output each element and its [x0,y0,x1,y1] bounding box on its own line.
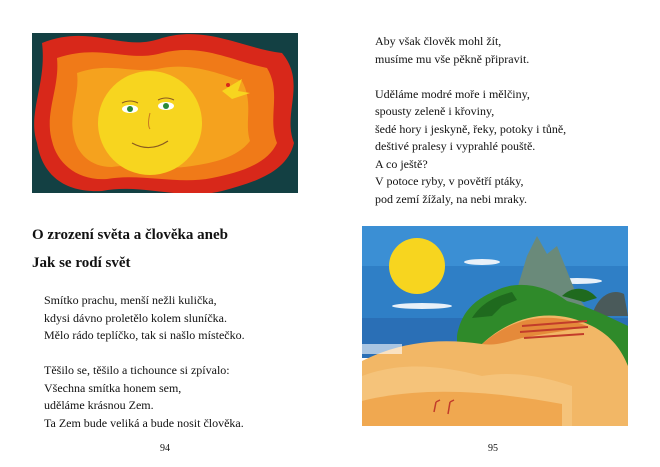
poem-line: musíme mu vše pěkně připravit. [375,51,530,66]
poem-line: kdysi dávno proletělo kolem sluníčka. [44,310,227,325]
poem-line: Těšilo se, těšilo a tichounce si zpívalo: [44,363,230,377]
chapter-title [32,221,228,277]
poem-line: pod zemí žížaly, na nebi mraky. [375,191,528,206]
poem-line: Všechna smítka honem sem, [44,380,182,395]
page-number-right: 95 [488,443,498,454]
stanza-gap [44,345,245,363]
poem-line: spousty zeleně i křoviny, [375,104,495,118]
poem-line: Smítko prachu, menší nežli kulička, [44,293,217,307]
poem-line: V potoce ryby, v povětří ptáky, [375,174,524,188]
page-number-left: 94 [160,443,170,454]
poem-line: Ta Zem bude veliká a bude nosit člověka. [44,415,244,430]
beach-illustration [362,226,628,426]
poem-line: Aby však člověk mohl žít, [375,34,502,48]
poem-line: uděláme krásnou Zem. [44,398,154,412]
poem-right [375,33,566,208]
poem-left [44,292,245,432]
chapter-title-line-2: Jak se rodí svět [32,255,131,271]
sun-illustration [32,33,298,193]
poem-line: Uděláme modré moře i mělčiny, [375,86,530,101]
poem-line: deštivé pralesy i vyprahlé pouště. [375,139,536,153]
poem-line: A co ještě? [375,156,428,171]
stanza-gap [375,68,566,86]
poem-line: Mělo rádo teplíčko, tak si našlo místečko. [44,328,245,342]
chapter-title-line-1: O zrození světa a člověka aneb [32,227,228,243]
poem-line: šedé hory i jeskyně, řeky, potoky i tůně, [375,121,567,136]
right-page [330,0,660,467]
